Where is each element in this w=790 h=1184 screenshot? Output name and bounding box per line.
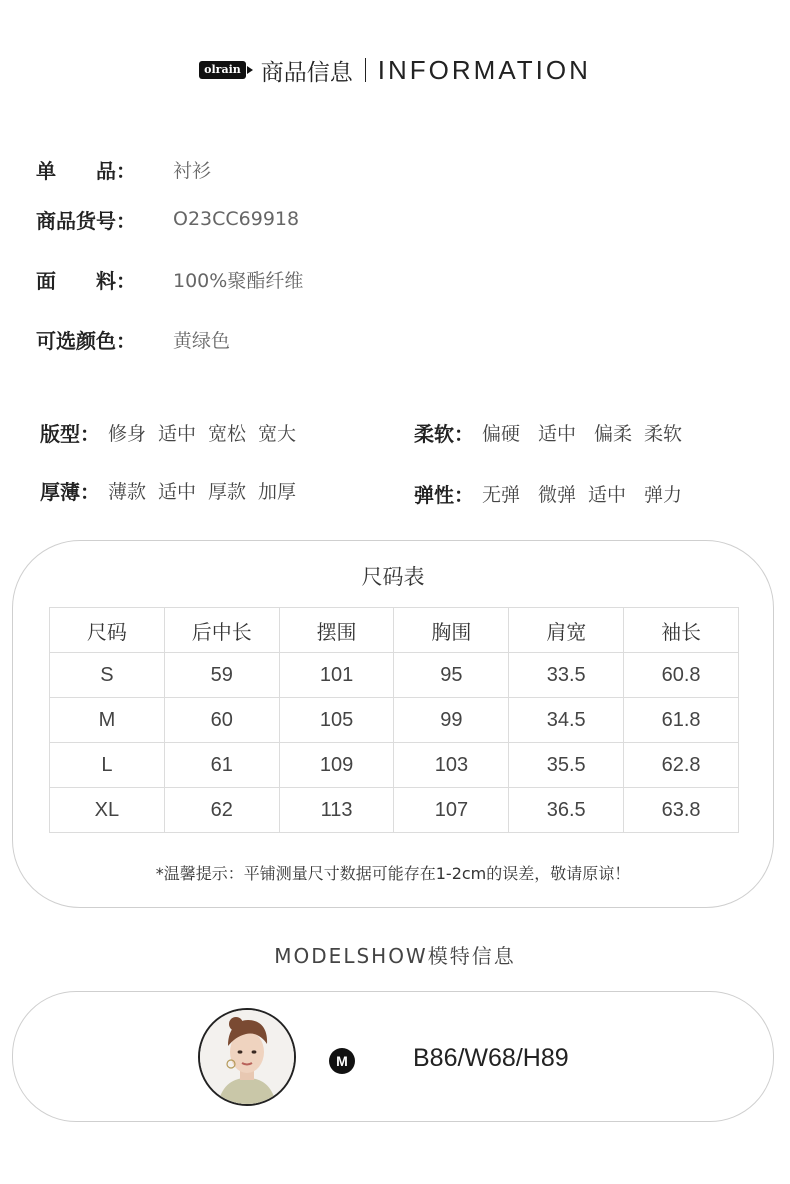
attr-option: 柔软	[644, 422, 683, 445]
attr-option: 弹力	[644, 483, 683, 506]
attr-option-selected: 微弹	[538, 480, 576, 507]
attr-label: 弹性：	[414, 482, 474, 507]
model-portrait-icon	[200, 1010, 294, 1104]
attr-elasticity	[414, 477, 694, 509]
info-row-material	[36, 264, 303, 294]
attr-option: 无弹	[482, 483, 521, 506]
header-divider	[365, 58, 366, 82]
table-cell: L	[50, 743, 165, 788]
attr-thickness	[40, 474, 308, 506]
table-row	[50, 698, 739, 743]
table-cell: S	[50, 653, 165, 698]
table-cell: 60.8	[624, 653, 739, 698]
table-header-row	[50, 608, 739, 653]
attr-label: 柔软：	[414, 421, 474, 446]
info-label: 可选颜色：	[36, 328, 136, 353]
table-cell: 63.8	[624, 788, 739, 833]
table-cell: 113	[279, 788, 394, 833]
attr-option: 修身	[108, 422, 147, 445]
table-cell: 35.5	[509, 743, 624, 788]
model-measurements: B86/W68/H89	[413, 1044, 569, 1072]
attr-option: 薄款	[108, 480, 147, 503]
model-section-heading: MODELSHOW模特信息	[274, 944, 516, 968]
table-cell: M	[50, 698, 165, 743]
table-cell: 60	[164, 698, 279, 743]
info-row-sku	[36, 204, 299, 234]
header-title-cn: 商品信息	[260, 59, 353, 86]
table-cell: 34.5	[509, 698, 624, 743]
table-header-cell: 后中长	[164, 608, 279, 653]
attr-option: 偏硬	[482, 422, 521, 445]
attr-fit	[40, 416, 308, 448]
model-size-badge: M	[329, 1048, 355, 1074]
info-value: 衬衫	[173, 159, 212, 182]
attr-option: 宽松	[208, 422, 247, 445]
logo-arrow-icon	[247, 66, 253, 74]
model-card	[12, 991, 774, 1122]
table-cell: 99	[394, 698, 509, 743]
brand-logo: olrain	[199, 61, 246, 79]
table-row	[50, 788, 739, 833]
table-header-cell: 肩宽	[509, 608, 624, 653]
table-cell: 107	[394, 788, 509, 833]
table-header-cell: 摆围	[279, 608, 394, 653]
table-cell: 62	[164, 788, 279, 833]
attr-option: 适中	[588, 483, 627, 506]
attr-softness	[414, 416, 694, 448]
table-row	[50, 743, 739, 788]
table-cell: 61	[164, 743, 279, 788]
table-header-cell: 胸围	[394, 608, 509, 653]
table-cell: XL	[50, 788, 165, 833]
size-chart-title: 尺码表	[361, 565, 425, 589]
attr-option: 厚款	[208, 480, 247, 503]
info-value: 黄绿色	[173, 329, 231, 352]
table-cell: 109	[279, 743, 394, 788]
attr-option: 宽大	[258, 422, 297, 445]
info-row-color	[36, 324, 230, 354]
size-chart-note: *温馨提示：平铺测量尺寸数据可能存在1-2cm的误差，敬请原谅！	[155, 864, 631, 883]
info-label: 单 品：	[36, 158, 136, 183]
attr-option-selected: 适中	[158, 419, 196, 446]
table-cell: 103	[394, 743, 509, 788]
attr-option-selected: 适中	[538, 419, 576, 446]
info-label: 商品货号：	[36, 208, 136, 233]
table-cell: 101	[279, 653, 394, 698]
attr-label: 厚薄：	[40, 479, 100, 504]
info-value: 100%聚酯纤维	[173, 269, 304, 292]
table-row	[50, 653, 739, 698]
table-header-cell: 袖长	[624, 608, 739, 653]
table-cell: 36.5	[509, 788, 624, 833]
size-table	[49, 607, 739, 833]
attr-option-selected: 适中	[158, 477, 196, 504]
attr-option: 偏柔	[594, 422, 633, 445]
section-header	[0, 52, 790, 88]
header-title-en: INFORMATION	[377, 54, 591, 85]
info-label: 面 料：	[36, 268, 136, 293]
info-row-item	[36, 154, 211, 184]
table-cell: 95	[394, 653, 509, 698]
table-cell: 61.8	[624, 698, 739, 743]
model-avatar	[198, 1008, 296, 1106]
table-cell: 59	[164, 653, 279, 698]
table-cell: 62.8	[624, 743, 739, 788]
info-value: O23CC69918	[173, 208, 300, 230]
table-cell: 105	[279, 698, 394, 743]
attr-label: 版型：	[40, 421, 100, 446]
table-header-cell: 尺码	[50, 608, 165, 653]
size-chart-card	[12, 540, 774, 908]
table-cell: 33.5	[509, 653, 624, 698]
attr-option: 加厚	[258, 480, 297, 503]
